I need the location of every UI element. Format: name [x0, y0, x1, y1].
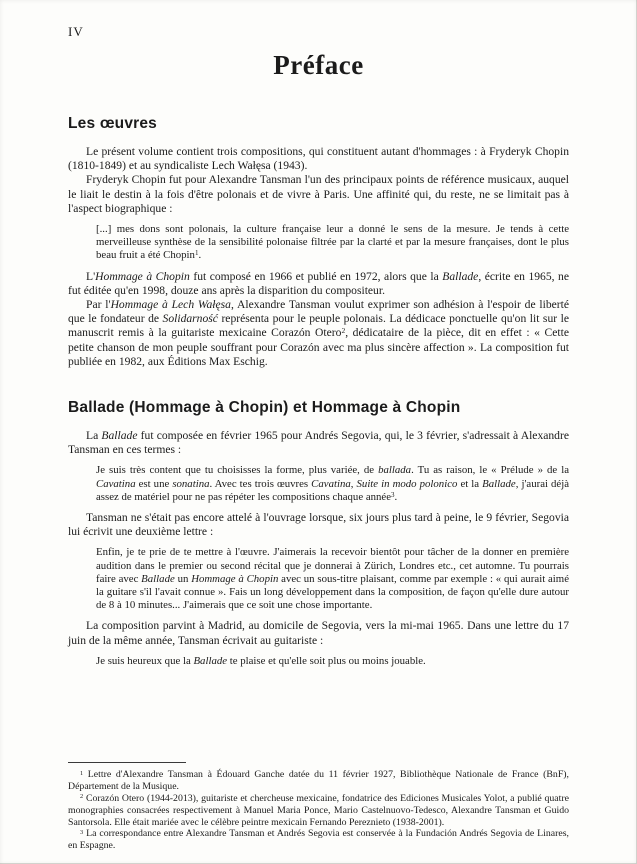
- paragraph: Fryderyk Chopin fut pour Alexandre Tansman l'un des principaux points de référence musicaux, auquel le liait le destin à la fois d'être polonais et de vivre à Paris. Une affinité qui, du reste, ne se limitait pas à l'aspect biographique :: [68, 173, 569, 215]
- block-quote: [...] mes dons sont polonais, la culture française leur a donné le sens de la mesure. Je tends à cette merveilleuse synthèse de la sensibilité polonaise filtrée par la clarté et par la mesure françaises, dont le plus beau fruit a été Chopin$^1$.: [96, 223, 569, 262]
- footnote-separator: [68, 762, 186, 763]
- paragraph: La Ballade fut composée en février 1965 pour Andrés Segovia, qui, le 3 février, s'adressait à Alexandre Tansman en ces termes :: [68, 429, 569, 457]
- block-quote: Enfin, je te prie de te mettre à l'œuvre. J'aimerais la recevoir bientôt pour tâcher de la donner en première audition dans le premier ou second récital que je donnerai à Zürich, Londres etc., cet automne. Tu pourrais faire avec Ballade un Hommage à Chopin avec un sous-titre plaisant, comme par exemple : « qui aurait aimé la guitare s'il l'avait connue ». Fais un long développement dans la composition, de façon qu'elle dure autour de 8 à 10 minutes... J'aimerais que ce soit une chose importante.: [96, 546, 569, 612]
- paragraph: La composition parvint à Madrid, au domicile de Segovia, vers la mi-mai 1965. Dans une lettre du 17 juin de la même année, Tansman écrivait au guitariste :: [68, 619, 569, 647]
- section-les-oeuvres: [68, 115, 569, 369]
- paragraph: L'Hommage à Chopin fut composé en 1966 et publié en 1972, alors que la Ballade, écrite en 1965, ne fut éditée qu'en 1998, douze ans après la disparition du compositeur.: [68, 269, 569, 297]
- section-heading: Ballade (Hommage à Chopin) et Hommage à Chopin: [68, 399, 461, 417]
- footnotes: [68, 762, 569, 852]
- block-quote: Je suis heureux que la Ballade te plaise et qu'elle soit plus ou moins jouable.: [96, 654, 426, 667]
- paragraph: Le présent volume contient trois compositions, qui constituent autant d'hommages : à Fryderyk Chopin (1810-1849) et au syndicaliste Lech Wałęsa (1943).: [68, 145, 569, 173]
- section-ballade-hommage: [68, 399, 569, 668]
- page-title: Préface: [273, 50, 364, 80]
- section-heading: Les œuvres: [68, 115, 158, 132]
- block-quote: Je suis très content que tu choisisses la forme, plus variée, de ballada. Tu as raison, le « Prélude » de la Cavatina est une sonatina. Avec tes trois œuvres Cavatina, Suite in modo polonico et la Ballade, j'aurai déjà assez de matériel pour ne pas répéter les compositions chaque année$^3$.: [96, 464, 570, 503]
- footnote: $^1$ Lettre d'Alexandre Tansman à Édouard Ganche datée du 11 février 1927, Bibliothèque Nationale de France (BnF), Département de la Musique.: [68, 769, 569, 793]
- paragraph: Tansman ne s'était pas encore attelé à l'ouvrage lorsque, six jours plus tard à peine, le 9 février, Segovia lui écrivit une deuxième lettre :: [68, 511, 569, 539]
- page-number: IV: [68, 24, 84, 39]
- paragraph: Par l'Hommage à Lech Wałęsa, Alexandre Tansman voulut exprimer son adhésion à l'espoir de liberté que le fondateur de Solidarność représenta pour le peuple polonais. La dédicace ponctuelle qu'on lit sur le manuscrit remis à la guitariste mexicaine Corazón Otero$^2$, dédicataire de la pièce, dit en effet : « Cette petite chanson de mon peuple souffrant pour Corazón avec ma plus sincère affection ». La composition fut publiée en 1982, aux Éditions Max Eschig.: [68, 298, 569, 368]
- footnote: $^3$ La correspondance entre Alexandre Tansman et Andrés Segovia est conservée à la Fundación Andrés Segovia de Linares, en Espagne.: [68, 828, 569, 852]
- footnote: $^2$ Corazón Otero (1944-2013), guitariste et chercheuse mexicaine, fondatrice des Ediciones Musicales Yolot, a publié quatre monographies consacrées respectivement à Manuel Maria Ponce, Mario Castelnuovo-Tedesco, Alexandre Tansman et Guido Santorsola. Elle était mariée avec le célèbre peintre mexicain Fernando Pereznieto (1938-2001).: [68, 793, 569, 828]
